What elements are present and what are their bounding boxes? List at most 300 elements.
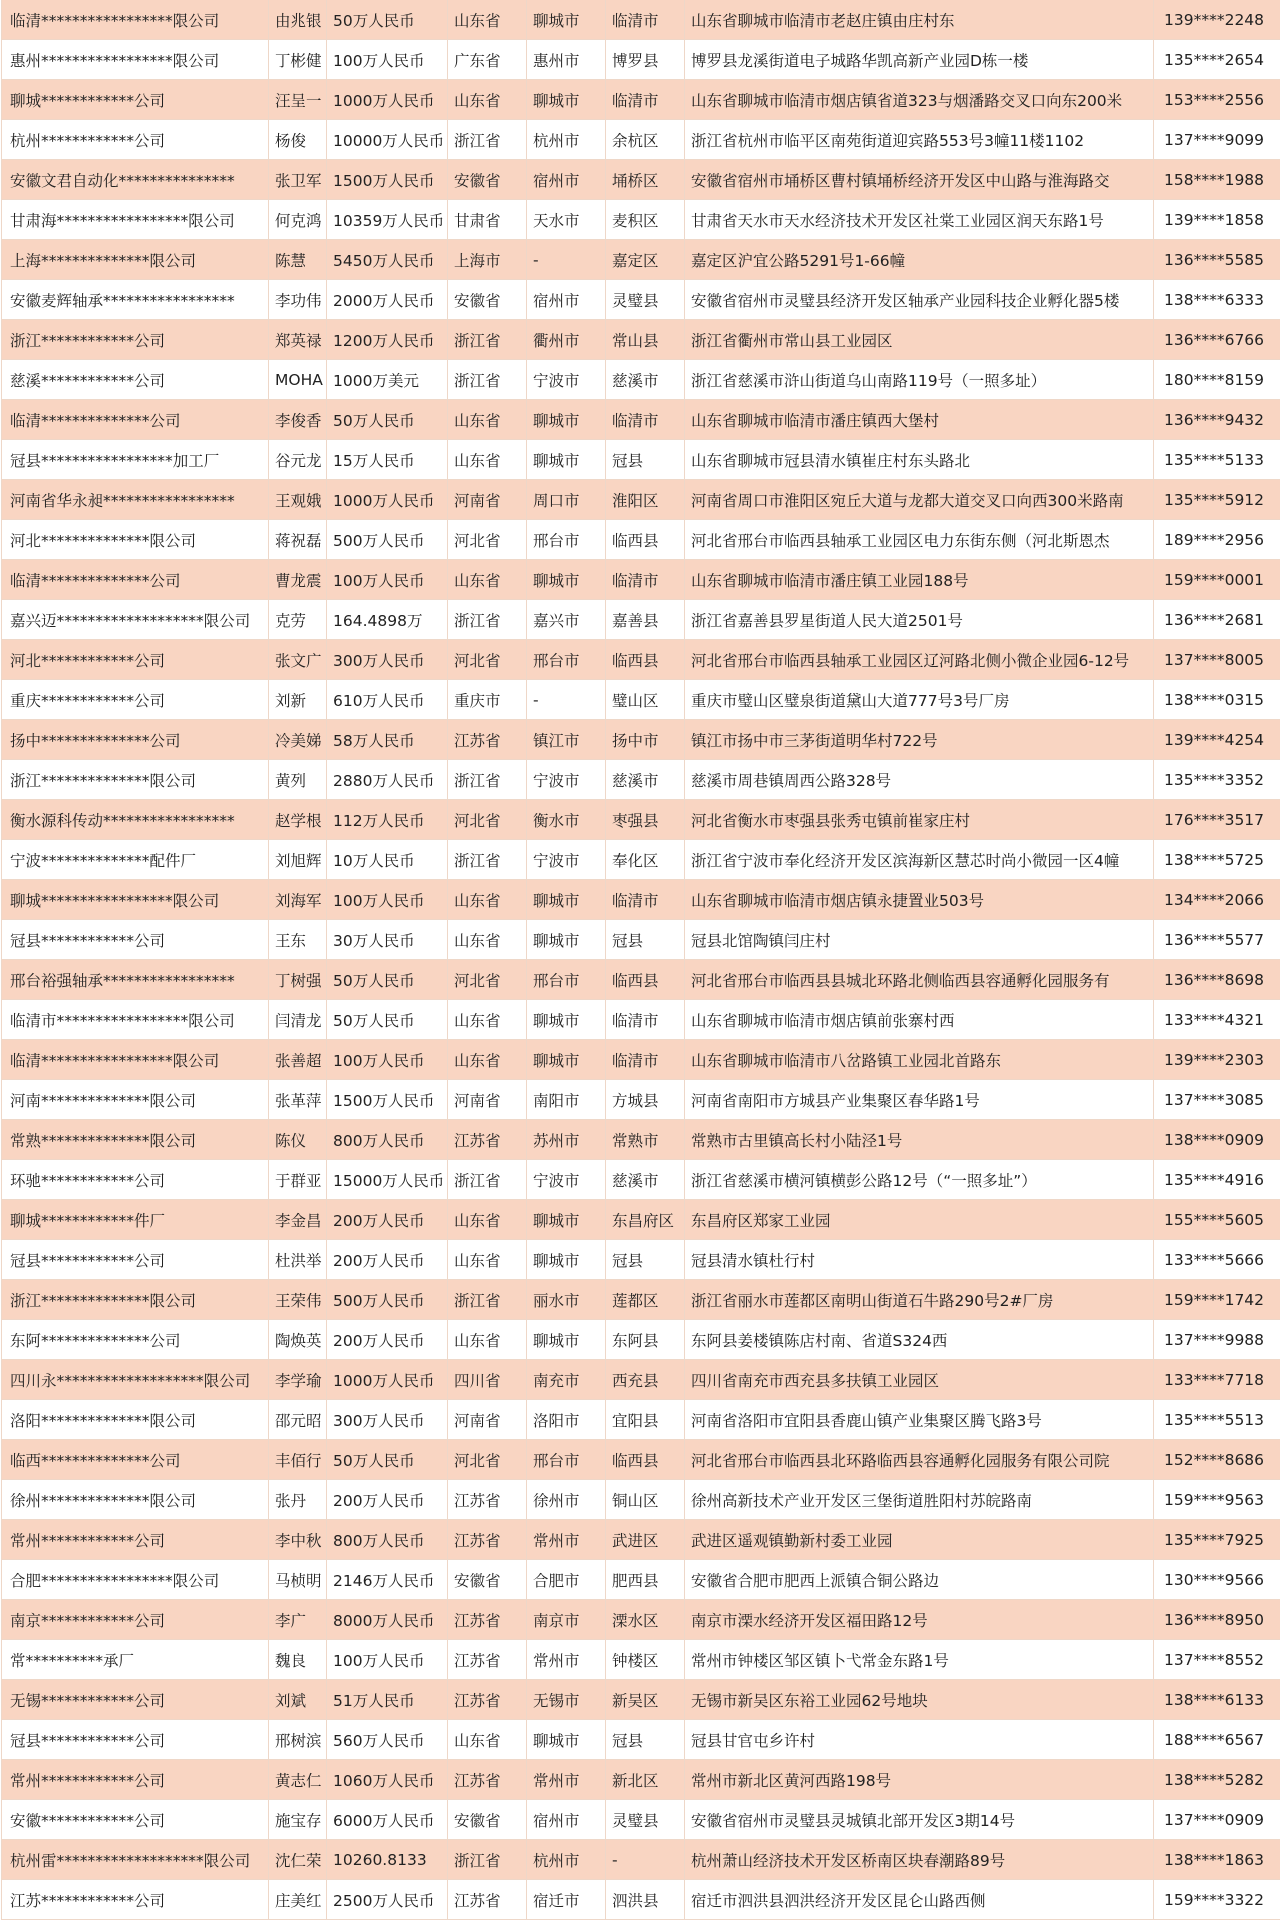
registered-capital-cell: 500万人民币 [327,520,448,560]
company-name-cell: 聊城************件厂 [2,1200,269,1240]
city-cell: 衡水市 [527,800,606,840]
phone-cell: 135****5912 [1154,480,1280,520]
legal-person-cell: 丁树强 [269,960,327,1000]
address-cell: 浙江省慈溪市横河镇横彭公路12号（“一照多址”） [685,1160,1154,1200]
company-name-cell: 河南省华永昶***************** [2,480,269,520]
company-name-cell: 冠县************公司 [2,1240,269,1280]
table-row [2,1040,1280,1080]
table-row [2,1440,1280,1480]
company-name-cell: 常州************公司 [2,1760,269,1800]
city-cell: 洛阳市 [527,1400,606,1440]
phone-cell: 135****5133 [1154,440,1280,480]
legal-person-cell: 刘新 [269,680,327,720]
registered-capital-cell: 1500万人民币 [327,160,448,200]
registered-capital-cell: 112万人民币 [327,800,448,840]
legal-person-cell: 赵学根 [269,800,327,840]
legal-person-cell: 李学瑜 [269,1360,327,1400]
legal-person-cell: 张革萍 [269,1080,327,1120]
registered-capital-cell: 200万人民币 [327,1480,448,1520]
province-cell: 山东省 [448,1320,527,1360]
district-cell: 临清市 [606,1000,685,1040]
table-row [2,520,1280,560]
legal-person-cell: 于群亚 [269,1160,327,1200]
district-cell: 常山县 [606,320,685,360]
table-row [2,1880,1280,1920]
province-cell: 浙江省 [448,760,527,800]
city-cell: 宿州市 [527,1800,606,1840]
address-cell: 河北省邢台市临西县北环路临西县容通孵化园服务有限公司院 [685,1440,1154,1480]
registered-capital-cell: 300万人民币 [327,1400,448,1440]
company-name-cell: 上海**************限公司 [2,240,269,280]
legal-person-cell: 王荣伟 [269,1280,327,1320]
address-cell: 安徽省宿州市埇桥区曹村镇埇桥经济开发区中山路与淮海路交 [685,160,1154,200]
legal-person-cell: 蒋祝磊 [269,520,327,560]
table-row [2,1320,1280,1360]
table-row [2,1400,1280,1440]
province-cell: 山东省 [448,1040,527,1080]
address-cell: 河北省衡水市枣强县张秀屯镇前崔家庄村 [685,800,1154,840]
province-cell: 河北省 [448,1440,527,1480]
phone-cell: 158****1988 [1154,160,1280,200]
company-table [1,0,1280,1920]
province-cell: 山东省 [448,1000,527,1040]
company-name-cell: 杭州雷*******************限公司 [2,1840,269,1880]
district-cell: 临清市 [606,560,685,600]
address-cell: 博罗县龙溪街道电子城路华凯高新产业园D栋一楼 [685,40,1154,80]
table-row [2,80,1280,120]
registered-capital-cell: 15000万人民币 [327,1160,448,1200]
address-cell: 浙江省嘉善县罗星街道人民大道2501号 [685,600,1154,640]
table-row [2,1560,1280,1600]
province-cell: 山东省 [448,0,527,40]
company-name-cell: 慈溪************公司 [2,360,269,400]
registered-capital-cell: 2880万人民币 [327,760,448,800]
phone-cell: 155****5605 [1154,1200,1280,1240]
legal-person-cell: 刘海军 [269,880,327,920]
district-cell: 武进区 [606,1520,685,1560]
company-name-cell: 合肥*****************限公司 [2,1560,269,1600]
company-name-cell: 河北**************限公司 [2,520,269,560]
city-cell: 聊城市 [527,440,606,480]
legal-person-cell: 马桢明 [269,1560,327,1600]
address-cell: 镇江市扬中市三茅街道明华村722号 [685,720,1154,760]
phone-cell: 138****1863 [1154,1840,1280,1880]
district-cell: 余杭区 [606,120,685,160]
phone-cell: 138****6133 [1154,1680,1280,1720]
company-name-cell: 河南**************限公司 [2,1080,269,1120]
city-cell: 衢州市 [527,320,606,360]
table-row [2,680,1280,720]
city-cell: 聊城市 [527,560,606,600]
registered-capital-cell: 1000万人民币 [327,480,448,520]
address-cell: 慈溪市周巷镇周西公路328号 [685,760,1154,800]
legal-person-cell: 王东 [269,920,327,960]
city-cell: 聊城市 [527,400,606,440]
city-cell: 合肥市 [527,1560,606,1600]
legal-person-cell: MOHA [269,360,327,400]
phone-cell: 133****4321 [1154,1000,1280,1040]
district-cell: 溧水区 [606,1600,685,1640]
company-name-cell: 浙江**************限公司 [2,760,269,800]
city-cell: 宁波市 [527,840,606,880]
phone-cell: 137****8552 [1154,1640,1280,1680]
province-cell: 安徽省 [448,280,527,320]
city-cell: 常州市 [527,1640,606,1680]
table-row [2,600,1280,640]
phone-cell: 138****5725 [1154,840,1280,880]
district-cell: 常熟市 [606,1120,685,1160]
phone-cell: 139****2303 [1154,1040,1280,1080]
company-name-cell: 南京************公司 [2,1600,269,1640]
phone-cell: 136****5577 [1154,920,1280,960]
province-cell: 河北省 [448,520,527,560]
table-row [2,840,1280,880]
province-cell: 安徽省 [448,1800,527,1840]
province-cell: 江苏省 [448,1680,527,1720]
address-cell: 山东省聊城市临清市老赵庄镇由庄村东 [685,0,1154,40]
table-row [2,1000,1280,1040]
phone-cell: 137****3085 [1154,1080,1280,1120]
table-row [2,1160,1280,1200]
district-cell: 临清市 [606,400,685,440]
district-cell: 临清市 [606,80,685,120]
phone-cell: 180****8159 [1154,360,1280,400]
district-cell: 嘉善县 [606,600,685,640]
address-cell: 冠县清水镇杜行村 [685,1240,1154,1280]
company-name-cell: 衡水源科传动***************** [2,800,269,840]
city-cell: - [527,680,606,720]
address-cell: 徐州高新技术产业开发区三堡街道胜阳村苏皖路南 [685,1480,1154,1520]
table-row [2,240,1280,280]
province-cell: 浙江省 [448,840,527,880]
company-name-cell: 环驰************公司 [2,1160,269,1200]
address-cell: 冠县甘官屯乡许村 [685,1720,1154,1760]
city-cell: 聊城市 [527,1320,606,1360]
district-cell: 莲都区 [606,1280,685,1320]
city-cell: 聊城市 [527,1000,606,1040]
province-cell: 上海市 [448,240,527,280]
district-cell: 铜山区 [606,1480,685,1520]
province-cell: 浙江省 [448,1280,527,1320]
address-cell: 河北省邢台市临西县县城北环路北侧临西县容通孵化园服务有 [685,960,1154,1000]
address-cell: 山东省聊城市临清市烟店镇前张寨村西 [685,1000,1154,1040]
legal-person-cell: 沈仁荣 [269,1840,327,1880]
address-cell: 山东省聊城市临清市八岔路镇工业园北首路东 [685,1040,1154,1080]
company-name-cell: 常熟**************限公司 [2,1120,269,1160]
registered-capital-cell: 1000万美元 [327,360,448,400]
phone-cell: 138****5282 [1154,1760,1280,1800]
district-cell: 临西县 [606,1440,685,1480]
table-row [2,800,1280,840]
company-name-cell: 无锡************公司 [2,1680,269,1720]
legal-person-cell: 克劳 [269,600,327,640]
registered-capital-cell: 300万人民币 [327,640,448,680]
province-cell: 山东省 [448,80,527,120]
address-cell: 河南省洛阳市宜阳县香鹿山镇产业集聚区腾飞路3号 [685,1400,1154,1440]
province-cell: 江苏省 [448,1880,527,1920]
phone-cell: 139****1858 [1154,200,1280,240]
city-cell: 聊城市 [527,920,606,960]
district-cell: 临清市 [606,1040,685,1080]
province-cell: 江苏省 [448,1600,527,1640]
phone-cell: 137****9988 [1154,1320,1280,1360]
phone-cell: 152****8686 [1154,1440,1280,1480]
registered-capital-cell: 50万人民币 [327,960,448,1000]
phone-cell: 159****9563 [1154,1480,1280,1520]
district-cell: 枣强县 [606,800,685,840]
province-cell: 甘肃省 [448,200,527,240]
district-cell: 灵璧县 [606,280,685,320]
address-cell: 安徽省宿州市灵璧县经济开发区轴承产业园科技企业孵化器5楼 [685,280,1154,320]
table-row [2,1200,1280,1240]
table-row [2,1640,1280,1680]
company-name-cell: 安徽文君自动化*************** [2,160,269,200]
table-row [2,640,1280,680]
address-cell: 山东省聊城市临清市潘庄镇工业园188号 [685,560,1154,600]
table-row [2,160,1280,200]
legal-person-cell: 李功伟 [269,280,327,320]
city-cell: 聊城市 [527,1240,606,1280]
registered-capital-cell: 1200万人民币 [327,320,448,360]
registered-capital-cell: 51万人民币 [327,1680,448,1720]
table-row [2,1080,1280,1120]
company-name-cell: 临清*****************限公司 [2,0,269,40]
city-cell: 聊城市 [527,1200,606,1240]
province-cell: 江苏省 [448,1520,527,1560]
legal-person-cell: 谷元龙 [269,440,327,480]
city-cell: 常州市 [527,1520,606,1560]
company-name-cell: 宁波**************配件厂 [2,840,269,880]
table-row [2,560,1280,600]
city-cell: 杭州市 [527,120,606,160]
registered-capital-cell: 10000万人民币 [327,120,448,160]
table-row [2,720,1280,760]
district-cell: 西充县 [606,1360,685,1400]
registered-capital-cell: 58万人民币 [327,720,448,760]
registered-capital-cell: 50万人民币 [327,400,448,440]
legal-person-cell: 张丹 [269,1480,327,1520]
table-row [2,1600,1280,1640]
address-cell: 杭州萧山经济技术开发区桥南区块春潮路89号 [685,1840,1154,1880]
province-cell: 江苏省 [448,1760,527,1800]
province-cell: 河南省 [448,1400,527,1440]
address-cell: 常熟市古里镇高长村小陆泾1号 [685,1120,1154,1160]
province-cell: 江苏省 [448,720,527,760]
table-row [2,880,1280,920]
district-cell: 临清市 [606,880,685,920]
registered-capital-cell: 1000万人民币 [327,80,448,120]
phone-cell: 133****7718 [1154,1360,1280,1400]
table-row [2,920,1280,960]
table-row [2,400,1280,440]
address-cell: 浙江省慈溪市浒山街道乌山南路119号（一照多址） [685,360,1154,400]
city-cell: - [527,240,606,280]
table-row [2,360,1280,400]
city-cell: 周口市 [527,480,606,520]
address-cell: 常州市新北区黄河西路198号 [685,1760,1154,1800]
registered-capital-cell: 560万人民币 [327,1720,448,1760]
district-cell: 慈溪市 [606,760,685,800]
company-name-cell: 杭州************公司 [2,120,269,160]
district-cell: 慈溪市 [606,1160,685,1200]
phone-cell: 136****6766 [1154,320,1280,360]
city-cell: 宿州市 [527,160,606,200]
phone-cell: 136****2681 [1154,600,1280,640]
table-row [2,1840,1280,1880]
city-cell: 宁波市 [527,760,606,800]
phone-cell: 188****6567 [1154,1720,1280,1760]
address-cell: 河北省邢台市临西县轴承工业园区辽河路北侧小微企业园6-12号 [685,640,1154,680]
registered-capital-cell: 1500万人民币 [327,1080,448,1120]
phone-cell: 136****9432 [1154,400,1280,440]
city-cell: 宿州市 [527,280,606,320]
table-row [2,1240,1280,1280]
province-cell: 江苏省 [448,1480,527,1520]
registered-capital-cell: 100万人民币 [327,1040,448,1080]
province-cell: 山东省 [448,1720,527,1760]
table-row [2,1720,1280,1760]
company-name-cell: 冠县************公司 [2,1720,269,1760]
phone-cell: 135****3352 [1154,760,1280,800]
province-cell: 山东省 [448,880,527,920]
phone-cell: 136****8698 [1154,960,1280,1000]
phone-cell: 135****2654 [1154,40,1280,80]
district-cell: 麦积区 [606,200,685,240]
address-cell: 东昌府区郑家工业园 [685,1200,1154,1240]
table-row [2,280,1280,320]
legal-person-cell: 陈仪 [269,1120,327,1160]
company-name-cell: 江苏************公司 [2,1880,269,1920]
district-cell: 扬中市 [606,720,685,760]
district-cell: 冠县 [606,1240,685,1280]
district-cell: 博罗县 [606,40,685,80]
province-cell: 浙江省 [448,1160,527,1200]
province-cell: 安徽省 [448,160,527,200]
legal-person-cell: 冷美娣 [269,720,327,760]
district-cell: 宜阳县 [606,1400,685,1440]
address-cell: 河南省周口市淮阳区宛丘大道与龙都大道交叉口向西300米路南 [685,480,1154,520]
district-cell: 方城县 [606,1080,685,1120]
district-cell: 淮阳区 [606,480,685,520]
registered-capital-cell: 10359万人民币 [327,200,448,240]
legal-person-cell: 曹龙震 [269,560,327,600]
phone-cell: 135****5513 [1154,1400,1280,1440]
city-cell: 徐州市 [527,1480,606,1520]
city-cell: 南充市 [527,1360,606,1400]
phone-cell: 159****3322 [1154,1880,1280,1920]
province-cell: 山东省 [448,440,527,480]
legal-person-cell: 张卫军 [269,160,327,200]
phone-cell: 130****9566 [1154,1560,1280,1600]
province-cell: 四川省 [448,1360,527,1400]
legal-person-cell: 邢树滨 [269,1720,327,1760]
city-cell: 聊城市 [527,0,606,40]
registered-capital-cell: 10260.8133 [327,1840,448,1880]
city-cell: 邢台市 [527,960,606,1000]
legal-person-cell: 李广 [269,1600,327,1640]
registered-capital-cell: 500万人民币 [327,1280,448,1320]
company-name-cell: 安徽麦辉轴承***************** [2,280,269,320]
registered-capital-cell: 6000万人民币 [327,1800,448,1840]
province-cell: 安徽省 [448,1560,527,1600]
registered-capital-cell: 30万人民币 [327,920,448,960]
district-cell: 奉化区 [606,840,685,880]
table-row [2,1760,1280,1800]
legal-person-cell: 黄志仁 [269,1760,327,1800]
province-cell: 河北省 [448,800,527,840]
phone-cell: 136****5585 [1154,240,1280,280]
table-row [2,760,1280,800]
address-cell: 山东省聊城市临清市烟店镇省道323与烟潘路交叉口向东200米 [685,80,1154,120]
company-name-cell: 洛阳**************限公司 [2,1400,269,1440]
city-cell: 苏州市 [527,1120,606,1160]
province-cell: 浙江省 [448,320,527,360]
registered-capital-cell: 2000万人民币 [327,280,448,320]
registered-capital-cell: 610万人民币 [327,680,448,720]
company-name-cell: 常州************公司 [2,1520,269,1560]
company-name-cell: 临清**************公司 [2,560,269,600]
province-cell: 河北省 [448,640,527,680]
company-name-cell: 东阿**************公司 [2,1320,269,1360]
registered-capital-cell: 8000万人民币 [327,1600,448,1640]
city-cell: 嘉兴市 [527,600,606,640]
district-cell: 新北区 [606,1760,685,1800]
registered-capital-cell: 10万人民币 [327,840,448,880]
address-cell: 武进区遥观镇勤新村委工业园 [685,1520,1154,1560]
phone-cell: 189****2956 [1154,520,1280,560]
table-row [2,1800,1280,1840]
province-cell: 河南省 [448,480,527,520]
registered-capital-cell: 50万人民币 [327,0,448,40]
district-cell: 临西县 [606,960,685,1000]
province-cell: 浙江省 [448,600,527,640]
legal-person-cell: 黄列 [269,760,327,800]
legal-person-cell: 闫清龙 [269,1000,327,1040]
city-cell: 聊城市 [527,1720,606,1760]
city-cell: 邢台市 [527,640,606,680]
phone-cell: 135****4916 [1154,1160,1280,1200]
district-cell: 慈溪市 [606,360,685,400]
legal-person-cell: 邵元昭 [269,1400,327,1440]
address-cell: 河南省南阳市方城县产业集聚区春华路1号 [685,1080,1154,1120]
table-row [2,320,1280,360]
district-cell: 泗洪县 [606,1880,685,1920]
table-row [2,1120,1280,1160]
registered-capital-cell: 800万人民币 [327,1120,448,1160]
legal-person-cell: 张文广 [269,640,327,680]
registered-capital-cell: 200万人民币 [327,1200,448,1240]
legal-person-cell: 李中秋 [269,1520,327,1560]
registered-capital-cell: 2500万人民币 [327,1880,448,1920]
legal-person-cell: 汪呈一 [269,80,327,120]
registered-capital-cell: 200万人民币 [327,1320,448,1360]
legal-person-cell: 郑英禄 [269,320,327,360]
province-cell: 山东省 [448,1240,527,1280]
legal-person-cell: 丁彬健 [269,40,327,80]
registered-capital-cell: 5450万人民币 [327,240,448,280]
city-cell: 邢台市 [527,520,606,560]
legal-person-cell: 刘旭辉 [269,840,327,880]
city-cell: 天水市 [527,200,606,240]
province-cell: 河南省 [448,1080,527,1120]
table-row [2,1680,1280,1720]
phone-cell: 137****8005 [1154,640,1280,680]
phone-cell: 139****2248 [1154,0,1280,40]
address-cell: 浙江省丽水市莲都区南明山街道石牛路290号2#厂房 [685,1280,1154,1320]
address-cell: 浙江省衢州市常山县工业园区 [685,320,1154,360]
company-name-cell: 惠州*****************限公司 [2,40,269,80]
company-name-cell: 浙江**************限公司 [2,1280,269,1320]
